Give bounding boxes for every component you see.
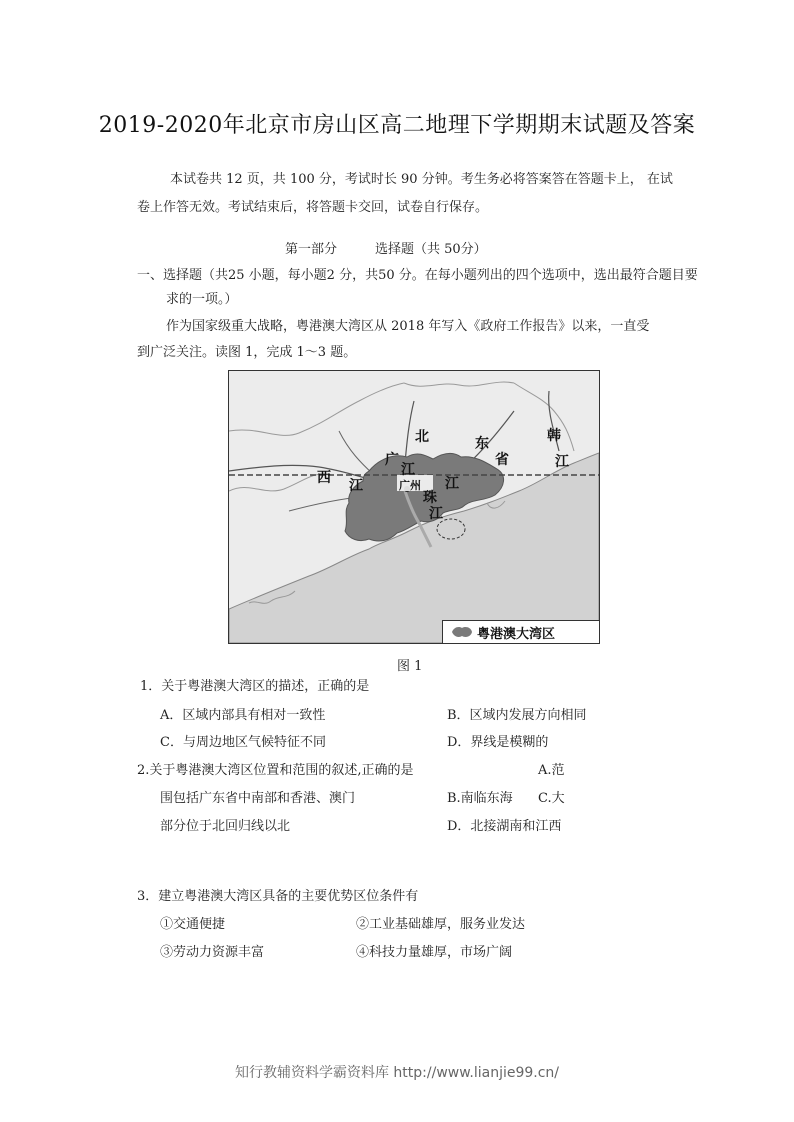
instructions-line-1: 一、选择题（共25 小题，每小题2 分，共50 分。在每小题列出的四个选项中，选出最符合题目要 [137, 268, 698, 283]
label-jiang-zhu: 江 [429, 506, 443, 522]
label-guang: 广 [385, 452, 399, 468]
label-jiang-han: 江 [555, 454, 569, 470]
map-legend [442, 620, 599, 643]
label-dong: 东 [475, 436, 489, 452]
question-1-option-b: B．区域内发展方向相同 [447, 708, 587, 723]
section-name-label: 选择题（共 50分） [375, 242, 487, 257]
question-1-option-a: A．区域内部具有相对一致性 [160, 708, 326, 723]
context-line-2: 到广泛关注。读图 1，完成 1～3 题。 [137, 345, 357, 360]
label-guangzhou: 广州 [399, 479, 421, 492]
question-2-option-d: D．北接湖南和江西 [447, 819, 562, 834]
label-jiang-dong: 江 [445, 476, 459, 492]
label-bei: 北 [415, 429, 429, 445]
question-2-option-b: B.南临东海 [447, 791, 513, 806]
label-jiang-xi: 江 [349, 478, 363, 494]
instructions-line-2: 求的一项。） [166, 292, 238, 307]
figure-1-map [228, 370, 600, 644]
question-2-line-3: 部分位于北回归线以北 [160, 819, 291, 834]
question-2-option-c-head: C.大 [538, 791, 565, 806]
section-part-label: 第一部分 [285, 242, 338, 257]
map-graphic [229, 371, 599, 643]
question-1-stem: 1．关于粤港澳大湾区的描述，正确的是 [140, 679, 370, 694]
intro-line-1: 本试卷共 12 页，共 100 分，考试时长 90 分钟。考生务必将答案答在答题卡上， 在试 [170, 172, 673, 187]
question-1-option-c: C．与周边地区气候特征不同 [160, 735, 326, 750]
question-3-option-4: ④科技力量雄厚，市场广阔 [356, 945, 513, 960]
question-3-stem: 3．建立粤港澳大湾区具备的主要优势区位条件有 [137, 889, 419, 904]
label-zhu: 珠 [423, 490, 437, 506]
legend-swatch [451, 626, 473, 638]
question-3-option-1: ①交通便捷 [160, 917, 226, 932]
label-sheng: 省 [495, 452, 509, 468]
label-han: 韩 [547, 428, 561, 444]
question-1-option-d: D．界线是模糊的 [447, 735, 549, 750]
legend-label: 粤港澳大湾区 [477, 627, 556, 642]
question-3-option-2: ②工业基础雄厚，服务业发达 [356, 917, 526, 932]
question-2-stem: 2.关于粤港澳大湾区位置和范围的叙述,正确的是 [137, 763, 414, 778]
label-xi: 西 [317, 470, 331, 486]
intro-line-2: 卷上作答无效。考试结束后，将答题卡交回，试卷自行保存。 [137, 200, 489, 215]
footer-watermark: 知行教辅资料学霸资料库 http://www.lianjie99.cn/ [234, 1065, 560, 1081]
label-jiang-1: 江 [401, 462, 415, 478]
figure-caption: 图 1 [397, 659, 423, 674]
question-2-option-a-head: A.范 [538, 763, 565, 778]
question-2-line-2: 围包括广东省中南部和香港、澳门 [160, 791, 356, 806]
question-3-option-3: ③劳动力资源丰富 [160, 945, 265, 960]
document-title: 2019-2020年北京市房山区高二地理下学期期末试题及答案 [98, 113, 696, 138]
context-line-1: 作为国家级重大战略，粤港澳大湾区从 2018 年写入《政府工作报告》以来，一直受 [166, 319, 650, 334]
